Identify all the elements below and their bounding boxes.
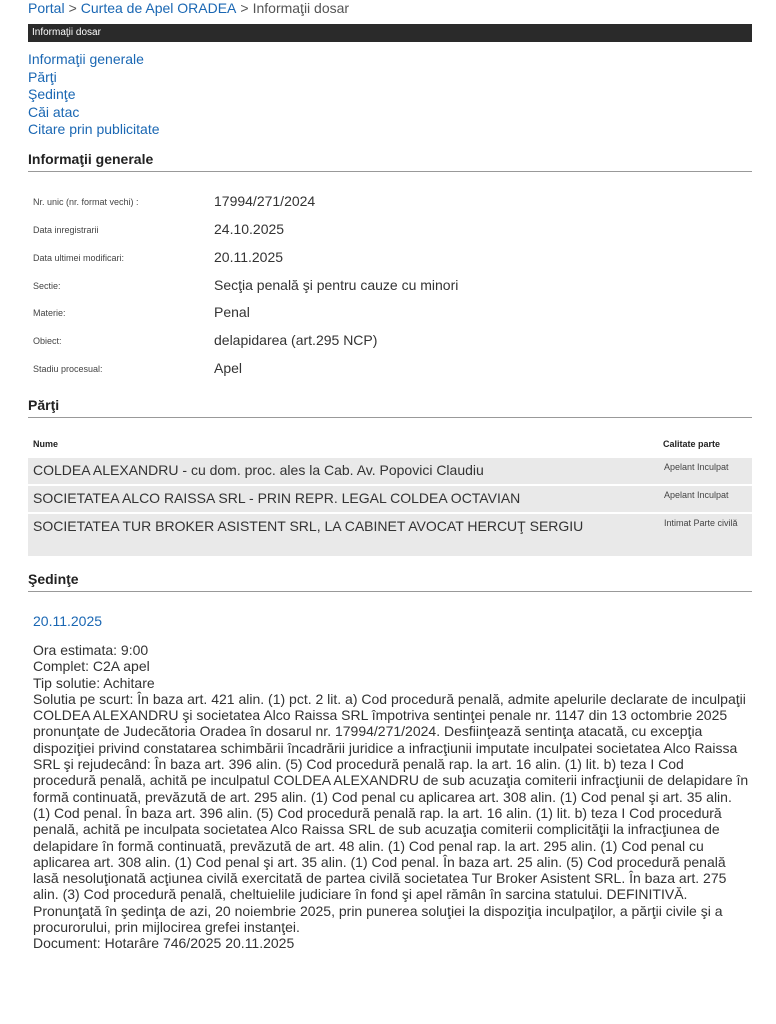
general-heading: Informaţii generale (28, 151, 752, 172)
parti-col-role: Calitate parte (663, 439, 721, 449)
sedinta-ora: Ora estimata: 9:00 (33, 642, 149, 658)
nav-link-sedinte[interactable]: Şedinţe (28, 86, 76, 102)
nav-link-citare[interactable]: Citare prin publicitate (28, 121, 160, 137)
party-name: SOCIETATEA ALCO RAISSA SRL - PRIN REPR. LEGAL COLDEA OCTAVIAN (33, 490, 521, 506)
party-row (28, 486, 752, 512)
party-role: Apelant Inculpat (664, 490, 729, 500)
info-value: 17994/271/2024 (214, 193, 316, 209)
info-value: delapidarea (art.295 NCP) (214, 332, 378, 348)
sedinta-date: 20.11.2025 (33, 613, 103, 629)
party-role: Intimat Parte civilă (664, 518, 738, 528)
nav-link-cai-atac[interactable]: Căi atac (28, 103, 80, 120)
sedinte-heading: Şedinţe (28, 571, 752, 592)
party-role: Apelant Inculpat (664, 462, 729, 472)
info-value: Penal (214, 304, 250, 320)
info-value: 24.10.2025 (214, 221, 285, 237)
info-label: Data inregistrarii (33, 225, 99, 235)
breadcrumb (28, 0, 349, 16)
breadcrumb-portal-link[interactable]: Portal (28, 0, 65, 16)
party-row (28, 458, 752, 484)
info-value: Apel (214, 360, 243, 376)
title-bar: Informaţii dosar (28, 24, 752, 42)
info-label: Stadiu procesual: (33, 364, 103, 374)
sedinta-complet: Complet: C2A apel (33, 658, 150, 675)
info-label: Data ultimei modificari: (33, 253, 125, 263)
party-name: COLDEA ALEXANDRU - cu dom. proc. ales la Cab. Av. Popovici Claudiu (33, 462, 484, 478)
nav-link-informatii-generale[interactable]: Informaţii generale (28, 51, 144, 67)
parti-heading: Părţi (28, 397, 752, 418)
breadcrumb-separator: > (240, 0, 249, 16)
info-label: Nr. unic (nr. format vechi) : (33, 197, 139, 207)
party-row (28, 514, 752, 556)
nav-link-parti[interactable]: Părţi (28, 68, 57, 85)
info-label: Materie: (33, 308, 66, 318)
info-value: Secţia penală şi pentru cauze cu minori (214, 277, 459, 293)
sedinta-document: Document: Hotarâre 746/2025 20.11.2025 (33, 935, 295, 952)
section-nav (28, 51, 160, 139)
sedinta-tip-solutie: Tip solutie: Achitare (33, 674, 155, 691)
sedinta-details (33, 642, 749, 952)
party-name: SOCIETATEA TUR BROKER ASISTENT SRL, LA CABINET AVOCAT HERCUŢ SERGIU (33, 518, 584, 534)
info-value: 20.11.2025 (214, 249, 284, 265)
breadcrumb-current: Informaţii dosar (252, 0, 350, 16)
sedinta-solutie: Solutia pe scurt: În baza art. 421 alin. (1) pct. 2 lit. a) Cod procedură penală, admite apelurile declarate de inculpaţii COLDEA ALEXANDRU şi societatea Alco Raissa SRL împotriva sentinţei penale nr. 1147 din 13 octombrie 2025 pronunţate de Judecătoria Oradea în dosarul nr. 17994/271/2024. Desfiinţează sentinţa atacată, cu excepţia dispoziţiei privind constatarea schimbării încadrării juridice a infracţiunii imputate inculpatei societatea Alco Raissa SRL şi rejudecând: În baza art. 396 alin. (5) Cod procedură penală rap. la art. 16 alin. (1) lit. b) teza I Cod procedură penală, achită pe inculpatul COLDEA ALEXANDRU de sub acuzaţia comiterii infracţiunii de delapidare în formă continuată, prevăzută de art. 295 alin. (1) Cod penal cu aplicarea art. 308 alin. (1) Cod penal şi art. 35 alin. (1) Cod penal. În baza art. 396 alin. (5) Cod procedură penală rap. la art. 16 alin. (1) lit. b) teza I Cod procedură penală, achită pe inculpata societatea Alco Raissa SRL de sub acuzaţia comiterii complicităţii la infracţiunea de delapidare în formă continuată, prevăzută de art. 48 alin. (1) Cod penal rap. la art. 295 alin. (1) Cod penal cu aplicarea art. 308 alin. (1) Cod penal şi art. 35 alin. (1) Cod penal. În baza art. 25 alin. (5) Cod procedură penală lasă nesoluţionată acţiunea civilă exercitată de partea civilă societatea Tur Broker Asistent SRL. În baza art. 275 alin. (3) Cod procedură penală, cheltuielile judiciare în fond şi apel rămân în sarcina statului. DEFINITIVĂ. Pronunţată în şedinţa de azi, 20 noiembrie 2025, prin punerea soluţiei la dispoziţia inculpaţilor, a părţii civile şi a procurorului, prin mijlocirea grefei instanţei. (33, 690, 749, 936)
breadcrumb-court-link[interactable]: Curtea de Apel ORADEA (80, 0, 237, 16)
info-label: Sectie: (33, 281, 61, 291)
breadcrumb-separator: > (68, 0, 77, 16)
info-label: Obiect: (33, 336, 62, 346)
parti-col-name: Nume (33, 439, 59, 449)
